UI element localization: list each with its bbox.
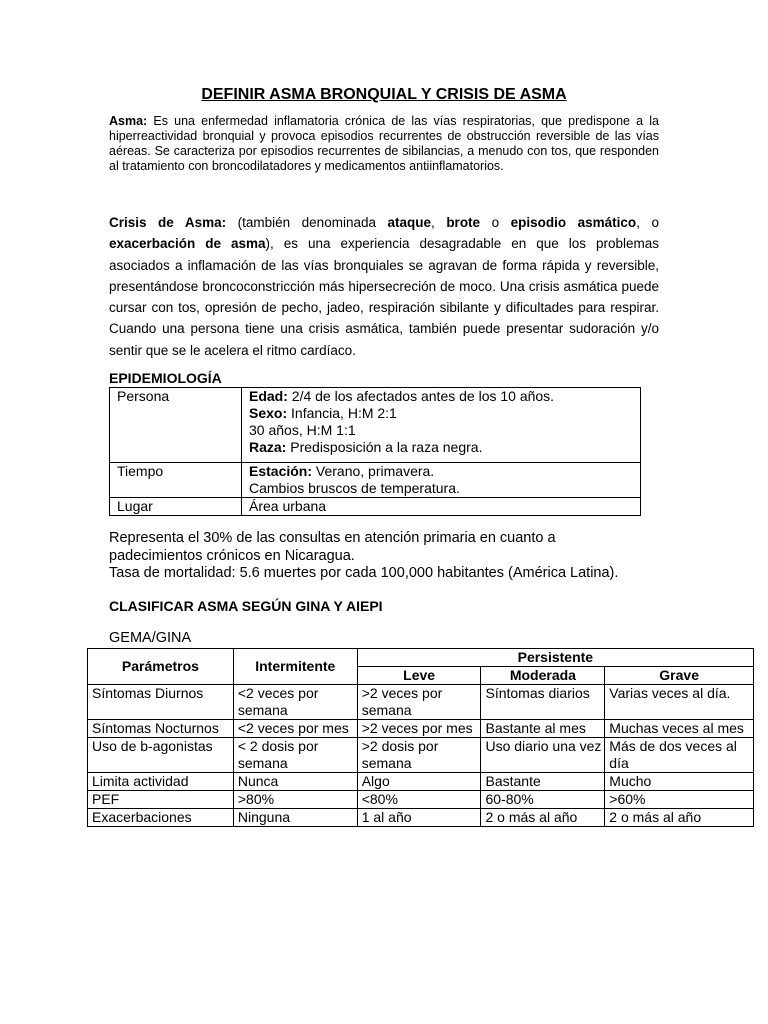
table-cell: >2 veces por mes <box>357 720 481 738</box>
header-grave: Grave <box>605 667 754 685</box>
header-leve: Leve <box>357 667 481 685</box>
table-cell <box>242 498 641 516</box>
header-intermitente: Intermitente <box>233 649 357 685</box>
table-cell: Bastante <box>481 773 605 791</box>
table-line <box>249 422 640 439</box>
epidemiologia-heading: EPIDEMIOLOGÍA <box>109 370 222 386</box>
asma-definition <box>109 114 659 174</box>
table-cell: Varias veces al día. <box>605 685 754 720</box>
table-cell: Síntomas Diurnos <box>88 685 234 720</box>
table-cell-label: Tiempo <box>110 463 242 498</box>
crisis-text: , o <box>636 215 659 230</box>
header-parametros: Parámetros <box>88 649 234 685</box>
table-cell: Ninguna <box>233 809 357 827</box>
header-persistente: Persistente <box>357 649 753 667</box>
crisis-text: o <box>480 215 511 230</box>
table-cell: Limita actividad <box>88 773 234 791</box>
epidemiologia-stats <box>109 530 618 583</box>
table-line <box>249 463 640 480</box>
crisis-definition <box>109 212 659 361</box>
table-line <box>249 388 640 405</box>
page-title: DEFINIR ASMA BRONQUIAL Y CRISIS DE ASMA <box>201 86 567 103</box>
field-value: Predisposición a la raza negra. <box>286 439 483 455</box>
field-value: 2/4 de los afectados antes de los 10 años. <box>287 388 555 404</box>
crisis-text: , <box>431 215 447 230</box>
field-label: Edad: <box>249 388 288 404</box>
asma-label: Asma: <box>109 114 148 128</box>
table-cell: < 2 dosis por semana <box>233 738 357 773</box>
table-row <box>88 791 754 809</box>
table-row <box>88 720 754 738</box>
table-cell: >80% <box>233 791 357 809</box>
table-cell: Mucho <box>605 773 754 791</box>
field-value: Infancia, H:M 2:1 <box>287 405 397 421</box>
table-cell: Algo <box>357 773 481 791</box>
crisis-term: brote <box>446 215 481 230</box>
table-cell <box>242 388 641 463</box>
table-cell: Uso diario una vez <box>481 738 605 773</box>
table-cell: 2 o más al año <box>605 809 754 827</box>
clasificar-heading: CLASIFICAR ASMA SEGÚN GINA Y AIEPI <box>109 598 383 614</box>
table-cell-label: Persona <box>110 388 242 463</box>
table-cell: >2 veces por semana <box>357 685 481 720</box>
field-label: Raza: <box>249 439 287 455</box>
stats-line: padecimientos crónicos en Nicaragua. <box>109 547 355 564</box>
crisis-text: (también denominada <box>226 215 388 230</box>
table-cell: <2 veces por mes <box>233 720 357 738</box>
field-value: Verano, primavera. <box>312 463 435 479</box>
table-row <box>88 773 754 791</box>
table-cell: <80% <box>357 791 481 809</box>
table-cell <box>242 463 641 498</box>
gema-gina-label: GEMA/GINA <box>109 630 192 646</box>
table-cell: Uso de b-agonistas <box>88 738 234 773</box>
field-value: 30 años, H:M 1:1 <box>249 422 356 438</box>
table-row <box>110 498 641 516</box>
table-row <box>88 809 754 827</box>
table-cell: 2 o más al año <box>481 809 605 827</box>
table-line <box>249 480 640 497</box>
table-line <box>249 498 640 515</box>
table-cell: <2 veces por semana <box>233 685 357 720</box>
table-cell: PEF <box>88 791 234 809</box>
epidemiologia-table <box>109 387 641 516</box>
asma-text: Es una enfermedad inflamatoria crónica de las vías respiratorias, que predispone a la hiperreactividad bronquial y provoca episodios recurrentes de obstrucción reversible de las vías aéreas. Se caracteriza por episodios recurrentes de sibilancias, a menudo con tos, que responden al tratamiento con broncodilatadores y medicamentos antiinflamatorios. <box>109 114 659 173</box>
crisis-label: Crisis de Asma: <box>109 215 227 230</box>
table-cell: Exacerbaciones <box>88 809 234 827</box>
header-moderada: Moderada <box>481 667 605 685</box>
table-cell: 60-80% <box>481 791 605 809</box>
stats-line: Representa el 30% de las consultas en atención primaria en cuanto a <box>109 530 556 546</box>
table-line <box>249 439 640 456</box>
table-row <box>88 685 754 720</box>
field-value: Cambios bruscos de temperatura. <box>249 480 460 496</box>
table-cell: Muchas veces al mes <box>605 720 754 738</box>
table-cell: Síntomas diarios <box>481 685 605 720</box>
table-cell: Nunca <box>233 773 357 791</box>
table-cell: >2 dosis por semana <box>357 738 481 773</box>
table-cell: 1 al año <box>357 809 481 827</box>
crisis-term: episodio asmático <box>510 215 637 230</box>
table-cell: Bastante al mes <box>481 720 605 738</box>
table-cell-label: Lugar <box>110 498 242 516</box>
table-line <box>249 405 640 422</box>
table-cell: Más de dos veces al día <box>605 738 754 773</box>
crisis-term: ataque <box>387 215 432 230</box>
crisis-term: exacerbación de asma <box>109 236 266 252</box>
table-cell: >60% <box>605 791 754 809</box>
field-value: Área urbana <box>249 498 327 514</box>
table-row <box>110 388 641 463</box>
crisis-text: ), es una experiencia desagradable en que los problemas asociados a inflamación de las vías bronquiales se agravan de forma rápida y reversible, presentándose broncoconstricción más hipersecreción de moco. Una crisis asmática puede cursar con tos, opresión de pecho, jadeo, respiración sibilante y dificultades para respirar. Cuando una persona tiene una crisis asmática, también puede presentar sudoración y/o sentir que se le acelera el ritmo cardíaco. <box>109 236 659 358</box>
table-header-row <box>88 649 754 667</box>
gina-table <box>87 648 754 827</box>
field-label: Sexo: <box>249 405 288 421</box>
field-label: Estación: <box>249 463 313 479</box>
table-row <box>88 738 754 773</box>
stats-line: Tasa de mortalidad: 5.6 muertes por cada 100,000 habitantes (América Latina). <box>109 565 619 581</box>
table-row <box>110 463 641 498</box>
table-cell: Síntomas Nocturnos <box>88 720 234 738</box>
